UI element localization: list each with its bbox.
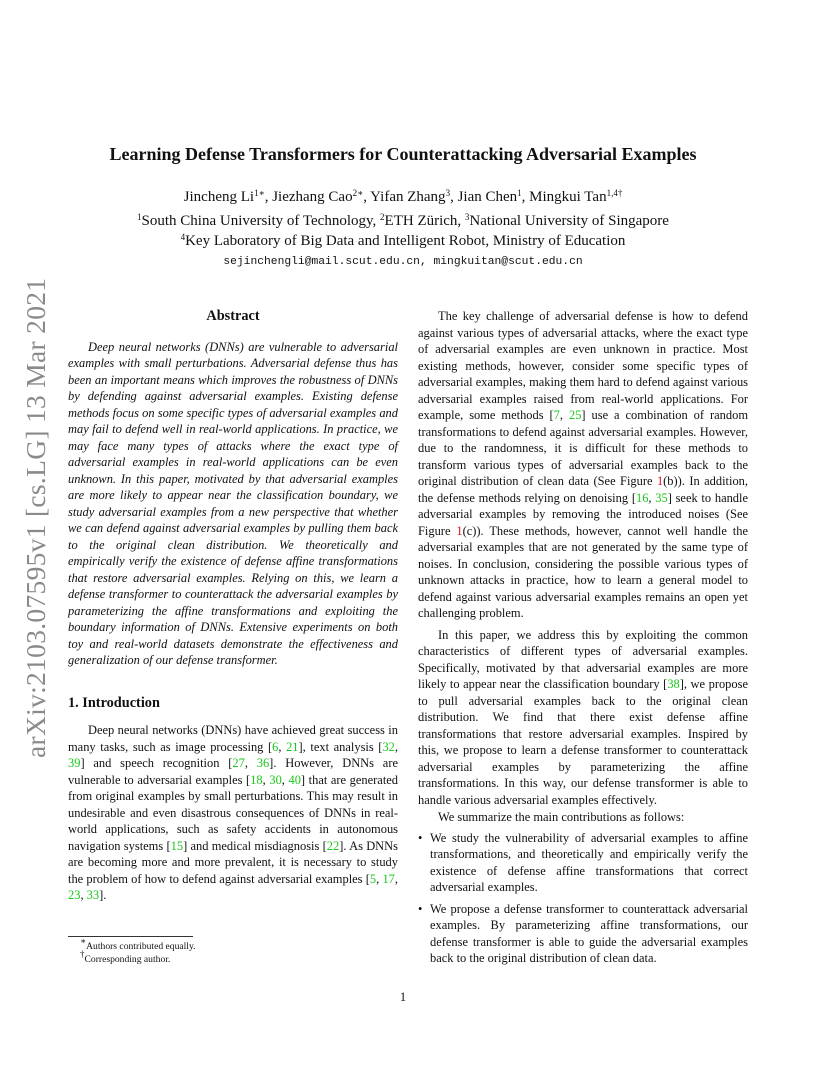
citation-link[interactable]: 39: [68, 756, 81, 770]
superscript-mark: 2: [380, 212, 385, 222]
superscript-mark: †: [80, 949, 85, 959]
citation-link[interactable]: 36: [256, 756, 270, 770]
superscript-mark: 3: [464, 212, 470, 222]
superscript-mark: 1: [517, 188, 522, 198]
citation-link[interactable]: 16: [635, 490, 649, 505]
arxiv-stamp: arXiv:2103.07595v1 [cs.LG] 13 Mar 2021: [20, 277, 51, 758]
citation-link[interactable]: 6: [272, 739, 279, 754]
citation-link[interactable]: 17: [382, 871, 395, 886]
contribution-item: [418, 830, 748, 896]
citation-link[interactable]: 7: [553, 408, 560, 422]
superscript-mark: 2∗: [352, 188, 364, 198]
superscript-mark: 1∗: [254, 188, 265, 198]
footnote-rule: [68, 936, 193, 937]
abstract-heading: Abstract: [206, 308, 260, 324]
contribution-item: [418, 901, 748, 967]
citation-link[interactable]: 23: [68, 888, 81, 902]
footnotes: [80, 936, 196, 966]
affiliations-line: $^1$South China University of Technology, $^2$ETH Zürich, $^3$National University of Singapore: [137, 212, 669, 229]
approach-paragraph: In this paper, we address this by exploiting the common characteristics of different types of adversarial examples. Specifically, motivated by that adversarial examples are more likely to appear near the classification boundary [38], we propose to pull adversarial examples back to the original clean distribution. We find that there exist defense affine transformations that restore adversarial examples. Inspired by this, we propose to learn a defense transformer to counterattack adversarial examples by parameterizing the affine transformations. In this way, our defense transformer is able to handle various adversarial examples effectively.: [418, 627, 748, 807]
bullet-icon: •: [418, 901, 423, 916]
author-list: Jincheng $Li^{1∗}$, Jiezhang Cao$^{2∗}$, Yifan Zhang$^3$, Jian Chen$^1$, Mingkui Tan$^{1,4\dagger}$: [183, 188, 623, 205]
affiliation-line-4: $^4$Key Laboratory of Big Data and Intelligent Robot, Ministry of Education: [180, 232, 626, 249]
figure-reference-link[interactable]: 1: [656, 474, 664, 488]
citation-link[interactable]: 18: [250, 772, 263, 787]
citation-link[interactable]: 33: [86, 888, 100, 902]
superscript-mark: ∗: [80, 936, 87, 946]
author-emails: sejinchengli@mail.scut.edu.cn, mingkuitan@scut.edu.cn: [223, 256, 583, 268]
figure-reference-link[interactable]: 1: [456, 523, 463, 538]
contribution-text: We study the vulnerability of adversarial examples to affine transformations, and theoretically and empirically verify the existence of defense affine transformations that correct adversarial examples.: [430, 830, 748, 894]
citation-link[interactable]: 38: [667, 677, 680, 691]
challenge-paragraph: The key challenge of adversarial defense is how to defend against various types of adversarial attacks, where the exact type of adversarial examples are even unknown in practice. Most existing methods, however, consider some specific types of adversarial examples, making them hard to defend against various adversarial examples raised from real-world applications. For example, some methods [7, 25] use a combination of random transformations to defend against adversarial examples. However, due to the randomness, it is difficult for these methods to transform various types of adversarial examples back to the original distribution of clean data (See Figure 1(b)). In addition, the defense methods relying on denoising [16, 35] seek to handle adversarial examples by removing the introduced noises (See Figure 1(c)). These methods, however, cannot well handle the adversarial examples that are not generated by the same type of noises. In conclusion, considering the possible various types of unknown attacks in practice, how to learn a general model to defend against various adversarial examples remains an open yet challenging problem.: [418, 309, 749, 620]
footnote-corresponding-author: †Corresponding author.: [80, 949, 171, 965]
left-column: [68, 308, 398, 904]
superscript-mark: 4: [180, 232, 186, 242]
right-column: [418, 308, 748, 972]
superscript-mark: 1,4†: [606, 188, 623, 198]
superscript-mark: 3: [445, 188, 451, 198]
citation-link[interactable]: 21: [286, 739, 299, 754]
citation-link[interactable]: 22: [326, 838, 340, 853]
paper-title: Learning Defense Transformers for Counterattacking Adversarial Examples: [109, 144, 697, 164]
contributions-list: [418, 830, 748, 967]
bullet-icon: •: [418, 830, 423, 845]
page-number: 1: [399, 990, 407, 1004]
intro-paragraph: Deep neural networks (DNNs) have achieved great success in many tasks, such as image processing [6, 21], text analysis [32, 39] and speech recognition [27, 36]. However, DNNs are vulnerable to adversarial examples [18, 30, 40] that are generated from original examples by small perturbations. This may result in undesirable and even disastrous consequences of DNNs in real-world applications, such as safety accidents in autonomous navigation systems [15] and medical misdiagnosis [22]. As DNNs are becoming more and more prevalent, it is necessary to study the problem of how to defend against adversarial examples [5, 17, 23, 33].: [68, 723, 399, 902]
citation-link[interactable]: 5: [369, 871, 377, 886]
citation-link[interactable]: 30: [269, 772, 282, 787]
citation-link[interactable]: 32: [382, 739, 395, 754]
citation-link[interactable]: 35: [655, 490, 668, 505]
introduction-heading: 1. Introduction: [68, 694, 160, 711]
footnote-equal-contribution: ∗Authors contributed equally.: [80, 936, 196, 952]
contribution-text: We propose a defense transformer to counterattack adversarial examples. By parameterizing affine transformations, our defense transformer is able to guide the adversarial examples back to the original distribution of clean data.: [430, 901, 748, 965]
citation-link[interactable]: 15: [170, 838, 184, 853]
citation-link[interactable]: 25: [568, 408, 582, 422]
contributions-intro: We summarize the main contributions as follows:: [438, 810, 685, 824]
citation-link[interactable]: 27: [232, 756, 245, 770]
citation-link[interactable]: 40: [288, 772, 301, 787]
superscript-mark: 1: [137, 212, 142, 222]
abstract-text: Deep neural networks (DNNs) are vulnerable to adversarial examples with small perturbations. Adversarial defense thus has been an important means which improves the robustness of DNNs by defending against adversarial examples. Existing defense methods focus on some specific types of adversarial examples and may fail to defend well in real-world applications. In practice, we may face many types of attacks where the exact type of adversarial examples in real-world applications can be even unknown. In this paper, motivated by that adversarial examples are more likely to appear near the classification boundary, we study adversarial examples from a new perspective that whether we can defend against adversarial examples by pulling them back to the original clean distribution. We theoretically and empirically verify the existence of defense affine transformations that restore adversarial examples. Relying on this, we learn a defense transformer to counterattack the adversarial examples by parameterizing the affine transformations and exploiting the boundary information of DNNs. Extensive experiments on both toy and real-world datasets demonstrate the effectiveness and generalization of our defense transformer.: [68, 339, 398, 667]
